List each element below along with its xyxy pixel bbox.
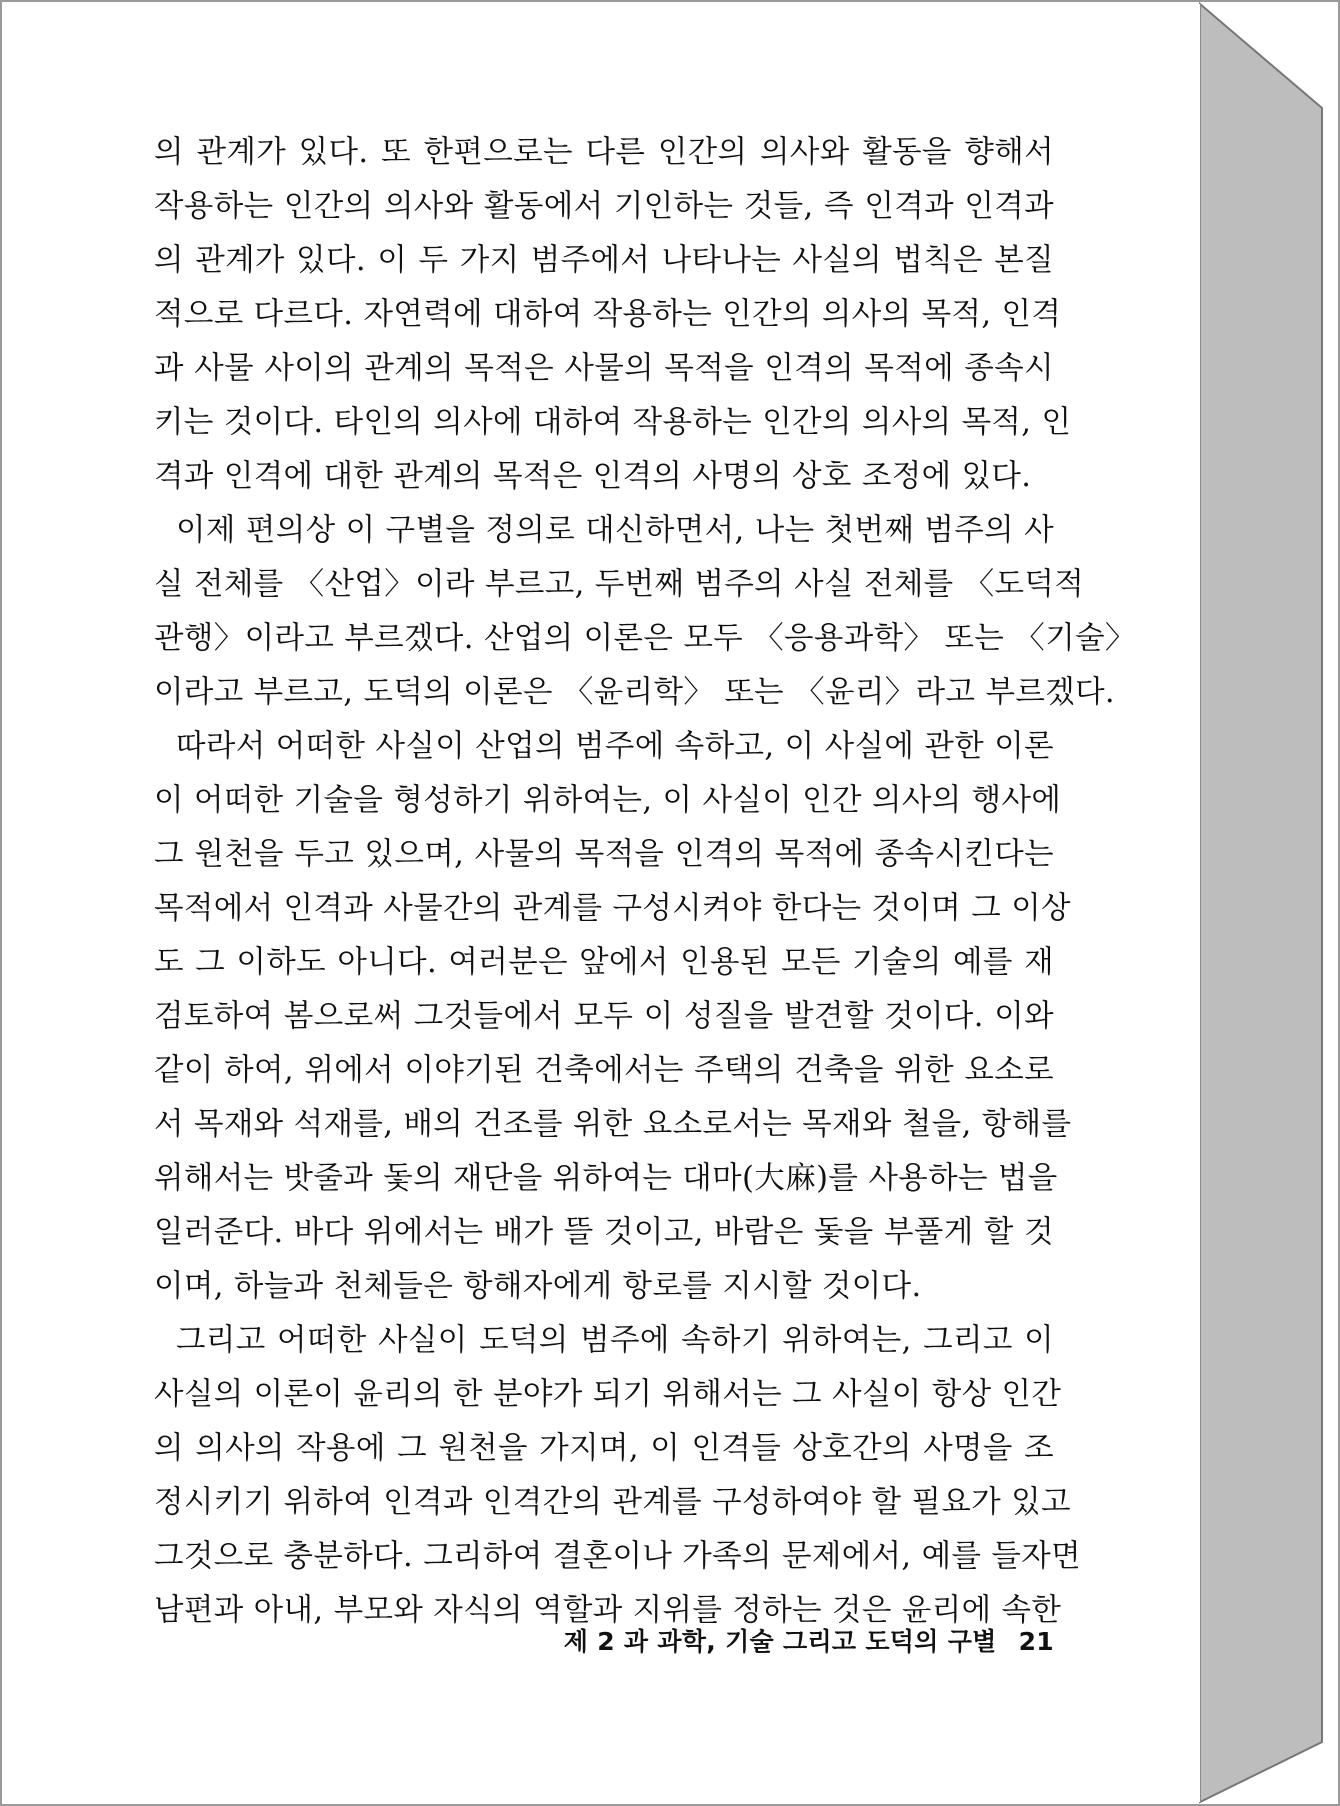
text-line: 사실의 이론이 윤리의 한 분야가 되기 위해서는 그 사실이 항상 인간 <box>154 1377 1062 1412</box>
text-line: 실 전체를 〈산업〉이라 부르고, 두번째 범주의 사실 전체를 〈도덕적 <box>154 567 1085 602</box>
text-line: 작용하는 인간의 의사와 활동에서 기인하는 것들, 즉 인격과 인격과 <box>154 189 1054 224</box>
page-footer <box>544 1622 1054 1658</box>
text-line: 과 사물 사이의 관계의 목적은 사물의 목적을 인격의 목적에 종속시 <box>154 351 1054 386</box>
text-line: 이 어떠한 기술을 형성하기 위하여는, 이 사실이 인간 의사의 행사에 <box>154 783 1062 818</box>
text-line: 그리고 어떠한 사실이 도덕의 범주에 속하기 위하여는, 그리고 이 <box>176 1323 1054 1358</box>
body-text <box>154 126 1136 1638</box>
text-line: 목적에서 인격과 사물간의 관계를 구성시켜야 한다는 것이며 그 이상 <box>154 891 1071 926</box>
text-line: 도 그 이하도 아니다. 여러분은 앞에서 인용된 모든 기술의 예를 재 <box>154 945 1054 980</box>
text-line: 그 원천을 두고 있으며, 사물의 목적을 인격의 목적에 종속시킨다는 <box>154 837 1054 872</box>
text-line: 검토하여 봄으로써 그것들에서 모두 이 성질을 발견할 것이다. 이와 <box>154 999 1054 1034</box>
text-line: 격과 인격에 대한 관계의 목적은 인격의 사명의 상호 조정에 있다. <box>154 459 1032 494</box>
page-number: 21 <box>1018 1627 1054 1656</box>
text-line: 일러준다. 바다 위에서는 배가 뜰 것이고, 바람은 돛을 부풀게 할 것 <box>154 1215 1054 1250</box>
text-line: 의 관계가 있다. 또 한편으로는 다른 인간의 의사와 활동을 향해서 <box>154 135 1054 170</box>
text-line: 관행〉이라고 부르겠다. 산업의 이론은 모두 〈응용과학〉 또는 〈기술〉 <box>154 621 1136 656</box>
text-line: 의 관계가 있다. 이 두 가지 범주에서 나타나는 사실의 법칙은 본질 <box>154 243 1054 278</box>
text-line: 서 목재와 석재를, 배의 건조를 위한 요소로서는 목재와 철을, 항해를 <box>154 1107 1072 1142</box>
text-line: 키는 것이다. 타인의 의사에 대하여 작용하는 인간의 의사의 목적, 인 <box>154 405 1072 440</box>
text-line: 의 의사의 작용에 그 원천을 가지며, 이 인격들 상호간의 사명을 조 <box>154 1431 1054 1466</box>
text-line: 이라고 부르고, 도덕의 이론은 〈윤리학〉 또는 〈윤리〉라고 부르겠다. <box>154 675 1116 710</box>
text-line: 이제 편의상 이 구별을 정의로 대신하면서, 나는 첫번째 범주의 사 <box>176 513 1054 548</box>
text-line: 위해서는 밧줄과 돛의 재단을 위하여는 대마(大麻)를 사용하는 법을 <box>154 1161 1058 1196</box>
book-page <box>4 4 1200 1802</box>
text-line: 같이 하여, 위에서 이야기된 건축에서는 주택의 건축을 위한 요소로 <box>154 1053 1054 1088</box>
text-line: 적으로 다르다. 자연력에 대하여 작용하는 인간의 의사의 목적, 인격 <box>154 297 1062 332</box>
text-line: 따라서 어떠한 사실이 산업의 범주에 속하고, 이 사실에 관한 이론 <box>176 729 1054 764</box>
text-line: 그것으로 충분하다. 그리하여 결혼이나 가족의 문제에서, 예를 들자면 <box>154 1539 1082 1574</box>
text-line: 정시키기 위하여 인격과 인격간의 관계를 구성하여야 할 필요가 있고 <box>154 1485 1071 1520</box>
text-line: 이며, 하늘과 천체들은 항해자에게 항로를 지시할 것이다. <box>154 1269 922 1304</box>
text-line: 남편과 아내, 부모와 자식의 역할과 지위를 정하는 것은 윤리에 속한 <box>154 1593 1062 1628</box>
running-head: 제 2 과 과학, 기술 그리고 도덕의 구별 <box>563 1627 997 1656</box>
